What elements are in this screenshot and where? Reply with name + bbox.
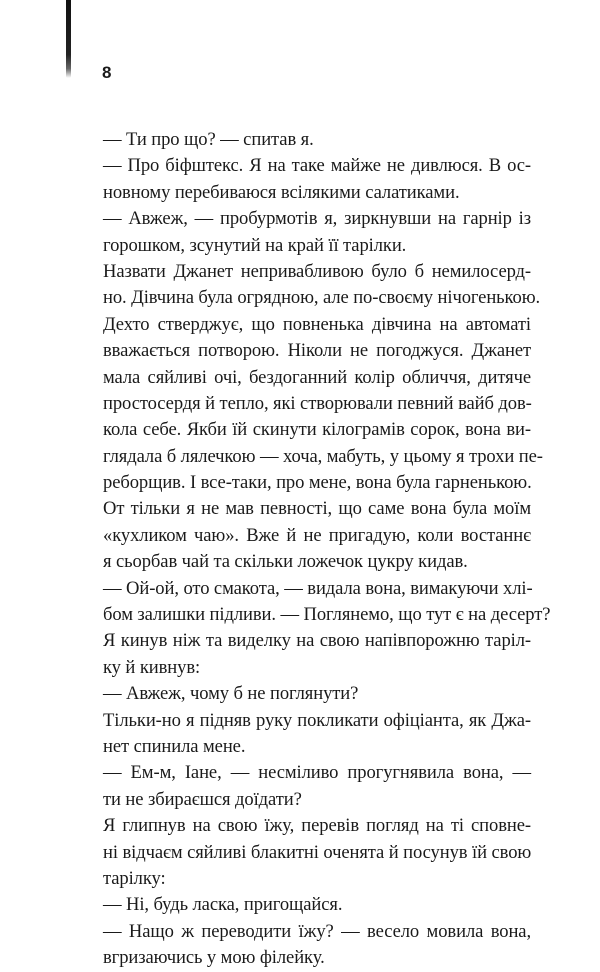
- page-number: 8: [102, 63, 112, 82]
- text-line: тарілку:: [103, 867, 166, 889]
- text-line: реборщив. І все-таки, про мене, вона була гарненькою.: [103, 472, 532, 494]
- text-line: ні відчаєм сяйливі блакитні оченята й посунув їй свою: [103, 841, 532, 863]
- text-line: — Ем-м, Іане, — несміливо прогугнявила вона, —: [103, 762, 531, 784]
- text-line: Назвати Джанет непривабливою було б немилосерд-: [103, 260, 531, 282]
- text-line: кола себе. Якби їй скинути кілограмів сорок, вона ви-: [103, 419, 531, 441]
- text-line: мала сяйливі очі, бездоганний колір обличчя, дитяче: [103, 366, 531, 388]
- text-line: простосердя й тепло, які створювали певний вайб дов-: [103, 392, 532, 414]
- text-line: нет спинила мене.: [103, 735, 246, 757]
- text-line: — Авжеж, чому б не поглянути?: [103, 683, 359, 705]
- text-line: — Ні, будь ласка, пригощайся.: [103, 894, 343, 916]
- text-line: бом залишки підливи. — Поглянемо, що тут є на десерт?: [103, 604, 551, 626]
- scan-edge-shadow: [66, 0, 71, 78]
- text-line: Тільки-но я підняв руку покликати офіціанта, як Джа-: [103, 709, 531, 731]
- text-line: Я глипнув на свою їжу, перевів погляд на ті сповне-: [103, 815, 531, 837]
- text-line: вважається потворою. Ніколи не погоджуся. Джанет: [103, 340, 531, 362]
- text-line: — Нащо ж переводити їжу? — весело мовила вона,: [103, 920, 531, 942]
- text-line: но. Дівчина була огрядною, але по-своєму нічогенькою.: [103, 287, 541, 309]
- text-line: я сьорбав чай та скільки ложечок цукру кидав.: [103, 551, 468, 573]
- text-line: Я кинув ніж та виделку на свою напівпорожню таріл-: [103, 630, 531, 652]
- body-text: [103, 127, 551, 972]
- text-line: ти не збираєшся доїдати?: [103, 788, 302, 810]
- text-line: новному перебиваюся всілякими салатиками.: [103, 181, 460, 203]
- text-line: — Авжеж, — пробурмотів я, зиркнувши на гарнір із: [103, 208, 531, 230]
- text-line: ку й кивнув:: [103, 656, 201, 678]
- text-line: — Про біфштекс. Я на таке майже не дивлюся. В ос-: [103, 155, 531, 177]
- text-line: горошком, зсунутий на край її тарілки.: [103, 234, 407, 256]
- text-line: Дехто стверджує, що повненька дівчина на автоматі: [103, 313, 531, 335]
- text-line: глядала б лялечкою — хоча, мабуть, у цьому я трохи пе-: [103, 445, 543, 467]
- text-line: «кухликом чаю». Вже й не пригадую, коли востаннє: [103, 524, 531, 546]
- text-line: вгризаючись у мою філейку.: [103, 947, 325, 969]
- text-line: От тільки я не мав певності, що саме вона була моїм: [103, 498, 531, 520]
- text-line: — Ой-ой, ото смакота, — видала вона, вимакуючи хлі-: [103, 577, 533, 599]
- text-line: — Ти про що? — спитав я.: [103, 129, 314, 150]
